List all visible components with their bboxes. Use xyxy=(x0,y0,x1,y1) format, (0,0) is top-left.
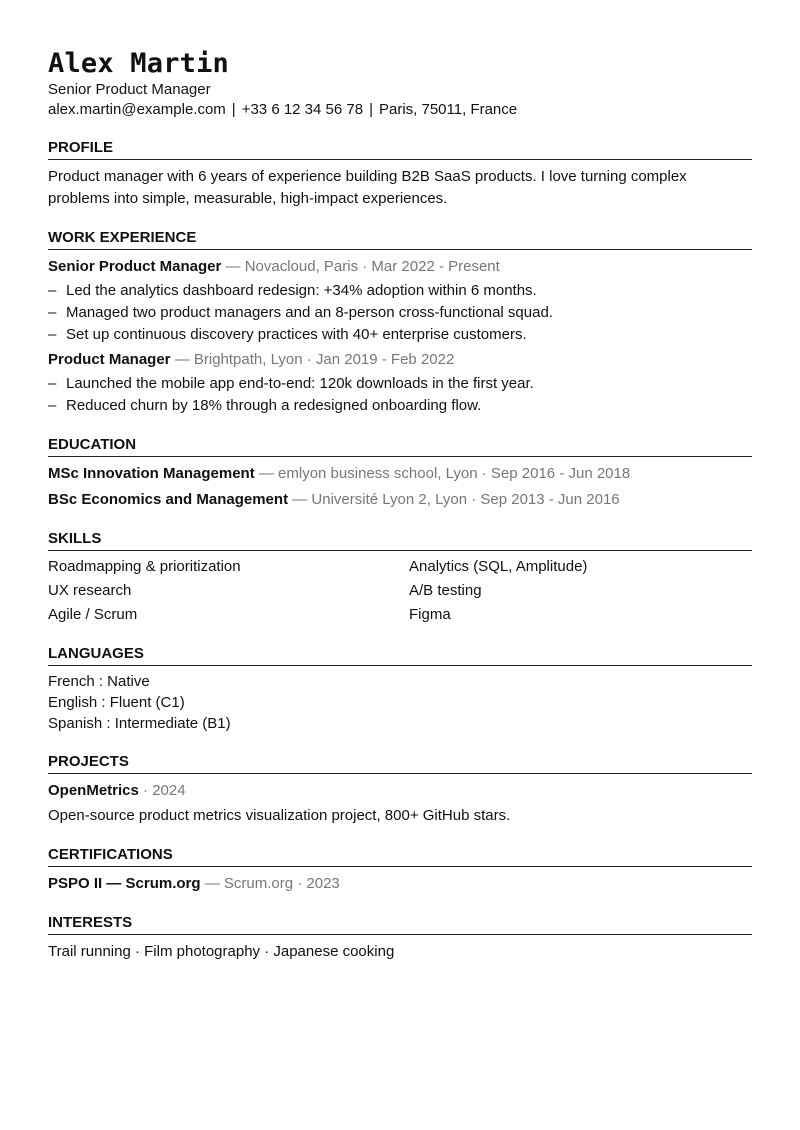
skill-item: Analytics (SQL, Amplitude) xyxy=(409,558,588,575)
language-item: English : Fluent (C1) xyxy=(48,694,185,711)
bullet-marker: – xyxy=(48,304,57,321)
job-role: Product Manager xyxy=(48,351,171,368)
education-degree: MSc Innovation Management xyxy=(48,465,255,482)
contact-separator: | xyxy=(369,101,373,118)
job-details: — Brightpath, Lyon · Jan 2019 - Feb 2022 xyxy=(170,351,455,368)
project-description: Open-source product metrics visualization project, 800+ GitHub stars. xyxy=(48,807,511,824)
section-interests xyxy=(48,914,752,963)
language-item: French : Native xyxy=(48,673,150,690)
project-header xyxy=(48,780,752,802)
job-entry xyxy=(48,349,752,417)
bullet-marker: – xyxy=(48,397,57,414)
bullet-text: Managed two product managers and an 8-person cross-functional squad. xyxy=(66,304,553,321)
bullet-marker: – xyxy=(48,375,57,392)
job-header xyxy=(48,256,752,278)
interests-text: Trail running · Film photography · Japanese cooking xyxy=(48,943,395,960)
list-item xyxy=(48,395,752,417)
list-item xyxy=(48,280,752,302)
section-title-profile: PROFILE xyxy=(48,139,752,160)
list-item xyxy=(48,302,752,324)
contact-phone: +33 6 12 34 56 78 xyxy=(241,101,364,118)
section-skills xyxy=(48,530,752,626)
section-work-experience xyxy=(48,229,752,417)
candidate-name: Alex Martin xyxy=(48,48,230,79)
skills-grid xyxy=(48,556,752,626)
section-title-skills: SKILLS xyxy=(48,530,752,551)
bullet-text: Led the analytics dashboard redesign: +34% adoption within 6 months. xyxy=(66,282,537,299)
certification-details: — Scrum.org · 2023 xyxy=(200,875,340,892)
languages-list xyxy=(48,671,752,734)
section-title-certifications: CERTIFICATIONS xyxy=(48,846,752,867)
skill-item: Roadmapping & prioritization xyxy=(48,558,241,575)
resume-header xyxy=(48,48,752,120)
job-header xyxy=(48,349,752,371)
education-degree: BSc Economics and Management xyxy=(48,491,289,508)
job-bullets xyxy=(48,373,752,417)
skill-item: Agile / Scrum xyxy=(48,606,138,623)
job-entry xyxy=(48,256,752,346)
education-entry xyxy=(48,463,752,485)
certification-entry xyxy=(48,873,752,895)
education-entry xyxy=(48,489,752,511)
project-details: · 2024 xyxy=(138,782,186,799)
list-item xyxy=(48,324,752,346)
bullet-text: Reduced churn by 18% through a redesigned onboarding flow. xyxy=(66,397,482,414)
contact-location: Paris, 75011, France xyxy=(378,101,518,118)
skill-item: A/B testing xyxy=(409,582,482,599)
project-name: OpenMetrics xyxy=(48,782,139,799)
education-details: — Université Lyon 2, Lyon · Sep 2013 - Jun 2016 xyxy=(288,491,620,508)
profile-text: Product manager with 6 years of experience building B2B SaaS products. I love turning complex problems into simple, measurable, high-impact experiences. xyxy=(48,168,687,207)
education-details: — emlyon business school, Lyon · Sep 2016 - Jun 2018 xyxy=(254,465,631,482)
section-title-work-experience: WORK EXPERIENCE xyxy=(48,229,752,250)
skill-item: UX research xyxy=(48,582,132,599)
certification-name: PSPO II — Scrum.org xyxy=(48,875,201,892)
language-item: Spanish : Intermediate (B1) xyxy=(48,715,231,732)
section-certifications xyxy=(48,846,752,895)
section-title-projects: PROJECTS xyxy=(48,753,752,774)
job-role: Senior Product Manager xyxy=(48,258,222,275)
bullet-marker: – xyxy=(48,282,57,299)
section-title-education: EDUCATION xyxy=(48,436,752,457)
list-item xyxy=(48,373,752,395)
job-bullets xyxy=(48,280,752,346)
section-projects xyxy=(48,753,752,827)
bullet-text: Set up continuous discovery practices with 40+ enterprise customers. xyxy=(66,326,527,343)
bullet-text: Launched the mobile app end-to-end: 120k downloads in the first year. xyxy=(66,375,534,392)
section-languages xyxy=(48,645,752,734)
section-title-languages: LANGUAGES xyxy=(48,645,752,666)
section-education xyxy=(48,436,752,511)
candidate-headline: Senior Product Manager xyxy=(48,81,211,98)
section-profile xyxy=(48,139,752,210)
contact-separator: | xyxy=(231,101,236,118)
skill-item: Figma xyxy=(409,606,451,623)
contact-email: alex.martin@example.com xyxy=(48,101,226,118)
bullet-marker: – xyxy=(48,326,57,343)
job-details: — Novacloud, Paris · Mar 2022 - Present xyxy=(221,258,500,275)
contact-line xyxy=(48,100,752,120)
section-title-interests: INTERESTS xyxy=(48,914,752,935)
